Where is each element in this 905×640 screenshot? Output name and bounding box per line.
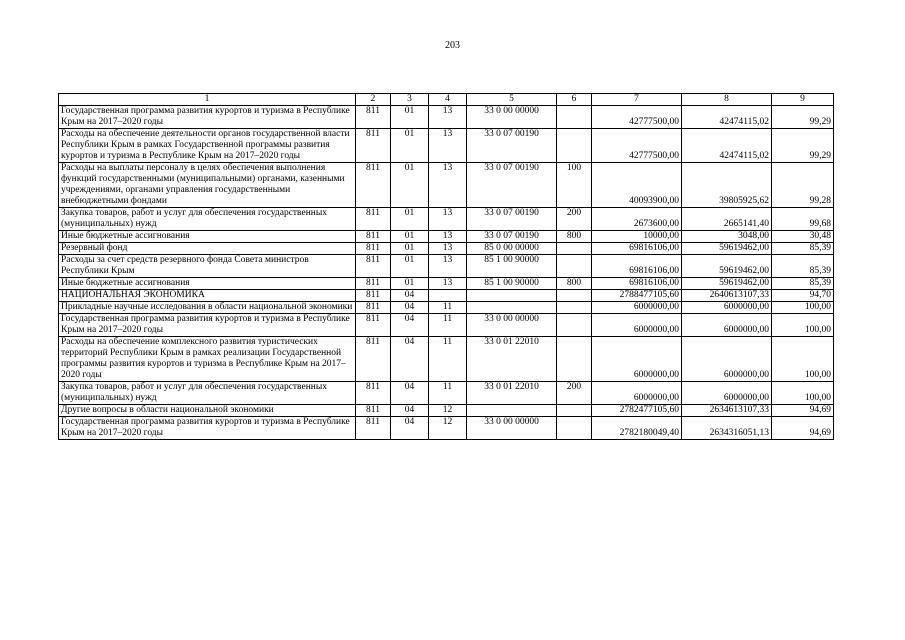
amount-actual-cell: 59619462,00: [682, 243, 772, 255]
table-row: [59, 106, 834, 129]
row-name-cell: Государственная программа развития курортов и туризма в Республике Крым на 2017–2020 годы: [59, 106, 356, 129]
row-name-cell: Расходы на обеспечение деятельности органов государственной власти Республики Крым в рамках Государственной программы развития курортов и туризма в Республике Крым на 2017–2020 годы: [59, 129, 356, 163]
percent-cell: 30,48: [772, 231, 834, 243]
code-4-cell: 13: [429, 243, 467, 255]
column-header: 3: [391, 94, 429, 106]
code-5-cell: 33 0 07 00190: [467, 129, 557, 163]
code-2-cell: 811: [356, 302, 391, 314]
table-row: [59, 417, 834, 440]
code-6-cell: [557, 290, 592, 302]
percent-cell: 85,39: [772, 278, 834, 290]
amount-actual-cell: 2640613107,33: [682, 290, 772, 302]
percent-cell: 85,39: [772, 255, 834, 278]
code-2-cell: 811: [356, 106, 391, 129]
amount-actual-cell: 59619462,00: [682, 278, 772, 290]
code-5-cell: 33 0 07 00190: [467, 231, 557, 243]
row-name-cell: Резервный фонд: [59, 243, 356, 255]
column-header: 8: [682, 94, 772, 106]
row-name-cell: Расходы на обеспечение комплексного развития туристических территорий Республики Крым в рамках реализации Государственной программы развития курортов и туризма в Республике Крым на 2017–2020 годы: [59, 337, 356, 382]
amount-actual-cell: 59619462,00: [682, 255, 772, 278]
row-name-cell: Государственная программа развития курортов и туризма в Республике Крым на 2017–2020 годы: [59, 417, 356, 440]
code-4-cell: 12: [429, 405, 467, 417]
code-5-cell: 85 1 00 90000: [467, 278, 557, 290]
column-header: 9: [772, 94, 834, 106]
amount-planned-cell: 42777500,00: [592, 106, 682, 129]
table-header-row: [59, 94, 834, 106]
row-name-cell: Другие вопросы в области национальной экономики: [59, 405, 356, 417]
code-2-cell: 811: [356, 208, 391, 231]
code-3-cell: 01: [391, 106, 429, 129]
code-5-cell: 33 0 01 22010: [467, 337, 557, 382]
code-3-cell: 04: [391, 302, 429, 314]
code-2-cell: 811: [356, 314, 391, 337]
code-2-cell: 811: [356, 417, 391, 440]
percent-cell: 100,00: [772, 302, 834, 314]
code-6-cell: [557, 314, 592, 337]
code-3-cell: 04: [391, 314, 429, 337]
table-row: [59, 405, 834, 417]
amount-actual-cell: 2634613107,33: [682, 405, 772, 417]
amount-planned-cell: 69816106,00: [592, 278, 682, 290]
table-row: [59, 302, 834, 314]
percent-cell: 94,69: [772, 417, 834, 440]
code-6-cell: 800: [557, 278, 592, 290]
table-row: [59, 163, 834, 208]
row-name-cell: Государственная программа развития курортов и туризма в Республике Крым на 2017–2020 годы: [59, 314, 356, 337]
amount-planned-cell: 42777500,00: [592, 129, 682, 163]
table-row: [59, 278, 834, 290]
code-6-cell: 200: [557, 382, 592, 405]
code-3-cell: 01: [391, 243, 429, 255]
code-5-cell: 33 0 00 00000: [467, 106, 557, 129]
code-5-cell: 85 1 00 90000: [467, 255, 557, 278]
row-name-cell: Закупка товаров, работ и услуг для обеспечения государственных (муниципальных) нужд: [59, 382, 356, 405]
amount-actual-cell: 6000000,00: [682, 314, 772, 337]
table-row: [59, 208, 834, 231]
code-6-cell: [557, 106, 592, 129]
code-3-cell: 01: [391, 278, 429, 290]
code-3-cell: 01: [391, 163, 429, 208]
code-6-cell: [557, 405, 592, 417]
amount-planned-cell: 69816106,00: [592, 255, 682, 278]
amount-planned-cell: 6000000,00: [592, 337, 682, 382]
column-header: 2: [356, 94, 391, 106]
code-6-cell: [557, 129, 592, 163]
code-5-cell: 85 0 00 00000: [467, 243, 557, 255]
code-2-cell: 811: [356, 243, 391, 255]
amount-actual-cell: 6000000,00: [682, 302, 772, 314]
amount-planned-cell: 2782180049,40: [592, 417, 682, 440]
percent-cell: 100,00: [772, 337, 834, 382]
table-row: [59, 382, 834, 405]
code-4-cell: 13: [429, 255, 467, 278]
column-header: 5: [467, 94, 557, 106]
code-6-cell: 200: [557, 208, 592, 231]
code-5-cell: 33 0 01 22010: [467, 382, 557, 405]
code-2-cell: 811: [356, 290, 391, 302]
amount-actual-cell: 6000000,00: [682, 382, 772, 405]
code-4-cell: 13: [429, 129, 467, 163]
amount-actual-cell: 42474115,02: [682, 106, 772, 129]
page-number: 203: [445, 40, 460, 51]
code-6-cell: [557, 243, 592, 255]
table-row: [59, 255, 834, 278]
code-5-cell: 33 0 00 00000: [467, 417, 557, 440]
table-row: [59, 337, 834, 382]
amount-actual-cell: 2634316051,13: [682, 417, 772, 440]
code-4-cell: 13: [429, 163, 467, 208]
column-header: 7: [592, 94, 682, 106]
code-3-cell: 01: [391, 208, 429, 231]
code-4-cell: 13: [429, 231, 467, 243]
code-3-cell: 04: [391, 405, 429, 417]
code-5-cell: [467, 405, 557, 417]
code-4-cell: 12: [429, 417, 467, 440]
amount-planned-cell: 2782477105,60: [592, 405, 682, 417]
table-row: [59, 243, 834, 255]
percent-cell: 100,00: [772, 382, 834, 405]
code-2-cell: 811: [356, 405, 391, 417]
column-header: 1: [59, 94, 356, 106]
code-2-cell: 811: [356, 231, 391, 243]
code-6-cell: [557, 337, 592, 382]
code-4-cell: 11: [429, 314, 467, 337]
percent-cell: 85,39: [772, 243, 834, 255]
amount-planned-cell: 69816106,00: [592, 243, 682, 255]
row-name-cell: Иные бюджетные ассигнования: [59, 278, 356, 290]
column-header: 4: [429, 94, 467, 106]
percent-cell: 94,69: [772, 405, 834, 417]
code-6-cell: [557, 302, 592, 314]
amount-planned-cell: 6000000,00: [592, 382, 682, 405]
table-row: [59, 290, 834, 302]
code-4-cell: 11: [429, 302, 467, 314]
code-4-cell: 13: [429, 106, 467, 129]
code-3-cell: 01: [391, 255, 429, 278]
code-2-cell: 811: [356, 163, 391, 208]
code-2-cell: 811: [356, 337, 391, 382]
code-6-cell: 100: [557, 163, 592, 208]
percent-cell: 100,00: [772, 314, 834, 337]
code-5-cell: 33 0 07 00190: [467, 208, 557, 231]
amount-actual-cell: 3048,00: [682, 231, 772, 243]
column-header: 6: [557, 94, 592, 106]
percent-cell: 99,29: [772, 129, 834, 163]
code-3-cell: 04: [391, 337, 429, 382]
code-2-cell: 811: [356, 382, 391, 405]
code-3-cell: 01: [391, 231, 429, 243]
row-name-cell: Расходы за счет средств резервного фонда Совета министров Республики Крым: [59, 255, 356, 278]
budget-table: [58, 93, 834, 440]
amount-actual-cell: 6000000,00: [682, 337, 772, 382]
code-6-cell: [557, 255, 592, 278]
percent-cell: 99,29: [772, 106, 834, 129]
code-2-cell: 811: [356, 255, 391, 278]
code-3-cell: 01: [391, 129, 429, 163]
code-5-cell: 33 0 00 00000: [467, 314, 557, 337]
amount-planned-cell: 10000,00: [592, 231, 682, 243]
table-row: [59, 314, 834, 337]
amount-actual-cell: 39805925,62: [682, 163, 772, 208]
row-name-cell: НАЦИОНАЛЬНАЯ ЭКОНОМИКА: [59, 290, 356, 302]
table-row: [59, 129, 834, 163]
amount-planned-cell: 2673600,00: [592, 208, 682, 231]
row-name-cell: Закупка товаров, работ и услуг для обеспечения государственных (муниципальных) нужд: [59, 208, 356, 231]
percent-cell: 99,68: [772, 208, 834, 231]
code-5-cell: 33 0 07 00190: [467, 163, 557, 208]
code-3-cell: 04: [391, 382, 429, 405]
percent-cell: 94,70: [772, 290, 834, 302]
amount-planned-cell: 6000000,00: [592, 314, 682, 337]
code-5-cell: [467, 290, 557, 302]
code-6-cell: 800: [557, 231, 592, 243]
code-3-cell: 04: [391, 417, 429, 440]
code-4-cell: 11: [429, 337, 467, 382]
code-4-cell: 13: [429, 278, 467, 290]
code-2-cell: 811: [356, 278, 391, 290]
percent-cell: 99,28: [772, 163, 834, 208]
table-row: [59, 231, 834, 243]
code-2-cell: 811: [356, 129, 391, 163]
amount-planned-cell: 6000000,00: [592, 302, 682, 314]
amount-planned-cell: 40093900,00: [592, 163, 682, 208]
row-name-cell: Прикладные научные исследования в области национальной экономики: [59, 302, 356, 314]
row-name-cell: Расходы на выплаты персоналу в целях обеспечения выполнения функций государственными (муниципальными) органами, казенными учреждениями, органами управления государственными внебюджетными фондами: [59, 163, 356, 208]
code-4-cell: 13: [429, 208, 467, 231]
code-3-cell: 04: [391, 290, 429, 302]
amount-planned-cell: 2788477105,60: [592, 290, 682, 302]
code-4-cell: 11: [429, 382, 467, 405]
code-6-cell: [557, 417, 592, 440]
amount-actual-cell: 42474115,02: [682, 129, 772, 163]
code-5-cell: [467, 302, 557, 314]
amount-actual-cell: 2665141,40: [682, 208, 772, 231]
code-4-cell: [429, 290, 467, 302]
row-name-cell: Иные бюджетные ассигнования: [59, 231, 356, 243]
